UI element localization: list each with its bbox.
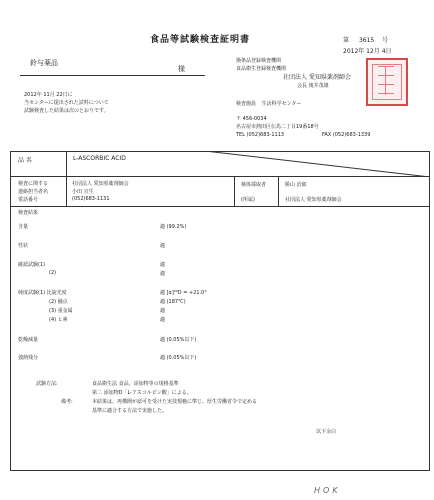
requester-label-1: 検査に関する (18, 181, 49, 187)
requester-label-2: 連絡担当者名 (18, 189, 49, 195)
intro-line-1: 2012年 11月 22日に (24, 92, 73, 98)
result-value: 適 (160, 243, 166, 249)
issuer-address: 名古屋市熱田区伝馬二丁目19番18号 (236, 124, 319, 130)
table-left-border (10, 151, 11, 471)
inspector-left-divider (234, 176, 235, 206)
intro-line-3: 試験検査した結果は次のとおりです。 (24, 108, 109, 114)
item-label-divider (66, 151, 67, 177)
result-value: 適 (0.05%以下) (160, 355, 197, 361)
results-header: 検査結果 (18, 210, 39, 216)
certificate-number: 第 3615 号 (343, 37, 389, 44)
facility: 検査施設 生活科学センター (236, 101, 302, 107)
issuer-president: 会長 後井茂雄 (297, 83, 329, 89)
remark-label: 備考: (61, 399, 73, 405)
requester-org: 社団法人 愛知県薬剤師会 (72, 181, 129, 187)
table-bottom-border (10, 470, 430, 471)
issuer-org: 社団法人 愛知県薬剤師会 (283, 74, 351, 81)
table-right-border (429, 151, 430, 471)
certificate-date: 2012年 12月 4日 (343, 48, 392, 55)
requester-name: 小田 宣生 (72, 189, 94, 195)
result-label: 性状 (18, 243, 29, 249)
inspector-mid-divider (278, 176, 279, 206)
result-label: 確認試験(1) (18, 262, 46, 268)
method-line-1: 食品衛生法 食品、添加物等の規格基準 (92, 381, 179, 387)
result-label: 強熱残分 (18, 355, 39, 361)
requester-label-3: 電話番号 (18, 197, 39, 203)
remark-line-2: 基準に適合する方法で実施した。 (92, 408, 168, 414)
inspector-label: 検体採取者 (241, 182, 267, 188)
remark-line-1: 本結果は、再構開が認可を受けた実技規範に準じ、厚生労働省令で定める (92, 399, 258, 405)
item-diagonal (205, 151, 430, 177)
recipient-name: 鈴与薬品 (30, 59, 58, 67)
intro-line-2: 当センターに提出された試料について (24, 100, 109, 106)
result-label: (4) ヒ素 (49, 317, 68, 323)
result-label: (2) 融点 (49, 299, 68, 305)
affiliation-label: (所属) (241, 197, 255, 203)
requester-row-bottom (10, 206, 430, 207)
result-value: 適 (160, 308, 166, 314)
issuer-postal: 〒 456-0034 (236, 116, 267, 122)
result-value: 適 (187℃) (160, 299, 186, 305)
result-label: 含量 (18, 224, 29, 230)
issuer-line-2: 食品衛生登録検査機関 (236, 66, 287, 72)
issuer-tel: TEL (052)683-1113 (236, 132, 285, 138)
result-label: 純度試験(1) 比旋光度 (18, 290, 67, 296)
result-value: 適 (160, 262, 166, 268)
method-label: 試験方法: (36, 381, 58, 387)
result-label: (2) (49, 270, 57, 276)
method-line-2: 第二 添加物D「L-アスコルビン酸」による。 (92, 390, 192, 396)
affiliation-value: 社団法人 愛知県薬剤師会 (285, 197, 342, 203)
issuer-line-1: 換条品登録検査機関 (236, 58, 282, 64)
item-value: L-ASCORBIC ACID (73, 155, 126, 162)
requester-divider (66, 176, 67, 206)
official-seal (366, 58, 408, 106)
requester-tel: (052)683-1131 (72, 196, 110, 202)
result-value: 適 (99.2%) (160, 224, 187, 230)
closing-note: 以下余白 (316, 429, 337, 435)
result-label: 乾燥減量 (18, 337, 39, 343)
inspector-name: 勝山 治郎 (285, 182, 307, 188)
handwritten-mark: HOK (314, 486, 341, 495)
item-label: 品 名 (18, 157, 32, 164)
recipient-underline (20, 75, 205, 76)
recipient-honorific: 様 (178, 65, 185, 73)
result-value: 適 [α]²⁰D = +21.0° (160, 290, 207, 296)
result-value: 適 (160, 317, 166, 323)
result-value: 適 (0.05%以下) (160, 337, 197, 343)
result-label: (3) 重金属 (49, 308, 73, 314)
document-title: 食品等試験検査証明書 (150, 35, 251, 45)
result-value: 適 (160, 271, 166, 277)
issuer-fax: FAX (052)683-1339 (322, 132, 371, 138)
